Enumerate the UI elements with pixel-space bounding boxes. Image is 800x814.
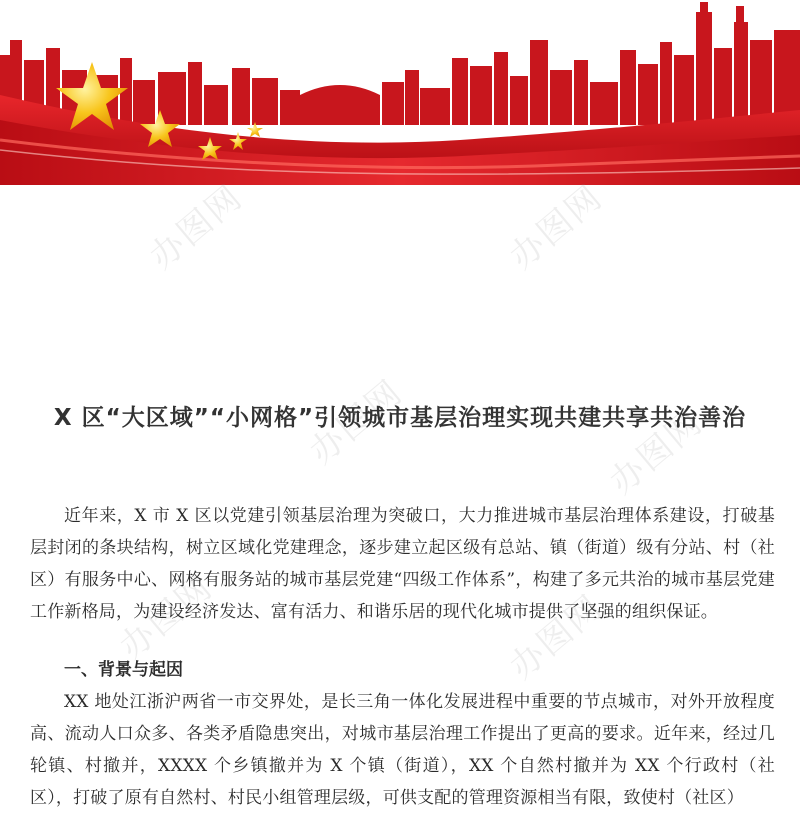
section-heading: 一、背景与起因 <box>64 660 183 680</box>
skyline-silhouette <box>0 2 800 125</box>
watermark: 办图网 <box>502 587 611 688</box>
watermark: 办图网 <box>602 402 711 503</box>
watermark: 办图网 <box>142 177 251 278</box>
header-banner <box>0 0 800 185</box>
watermark: 办图网 <box>502 177 611 278</box>
city-skyline-banner-graphic <box>0 0 800 185</box>
document-title: X 区“大区域”“小网格”引领城市基层治理实现共建共享共治善治 <box>53 405 747 431</box>
watermark: 办图网 <box>112 567 221 668</box>
body-paragraph: 近年来，X 市 X 区以党建引领基层治理为突破口，大力推进城市基层治理体系建设，打破基层封闭的条块结构，树立区域化党建理念，逐步建立起区级有总站、镇（街道）级有分站、村（社区）有服务中心、网格有服务站的城市基层党建“四级工作体系”，构建了多元共治的城市基层党建工作新格局，为建设经济发达、富有活力、和谐乐居的现代化城市提供了坚强的组织保证。 <box>30 506 775 622</box>
watermark: 办图网 <box>302 372 411 473</box>
body-paragraph: XX 地处江浙沪两省一市交界处，是长三角一体化发展进程中重要的节点城市，对外开放程度高、流动人口众多、各类矛盾隐患突出，对城市基层治理工作提出了更高的要求。近年来，经过几轮镇、村撤并，XXXX 个乡镇撤并为 X 个镇（街道），XX 个自然村撤并为 XX 个行政村（社区），打破了原有自然村、村民小组管理层级，可供支配的管理资源相当有限，致使村（社区） <box>30 692 775 808</box>
